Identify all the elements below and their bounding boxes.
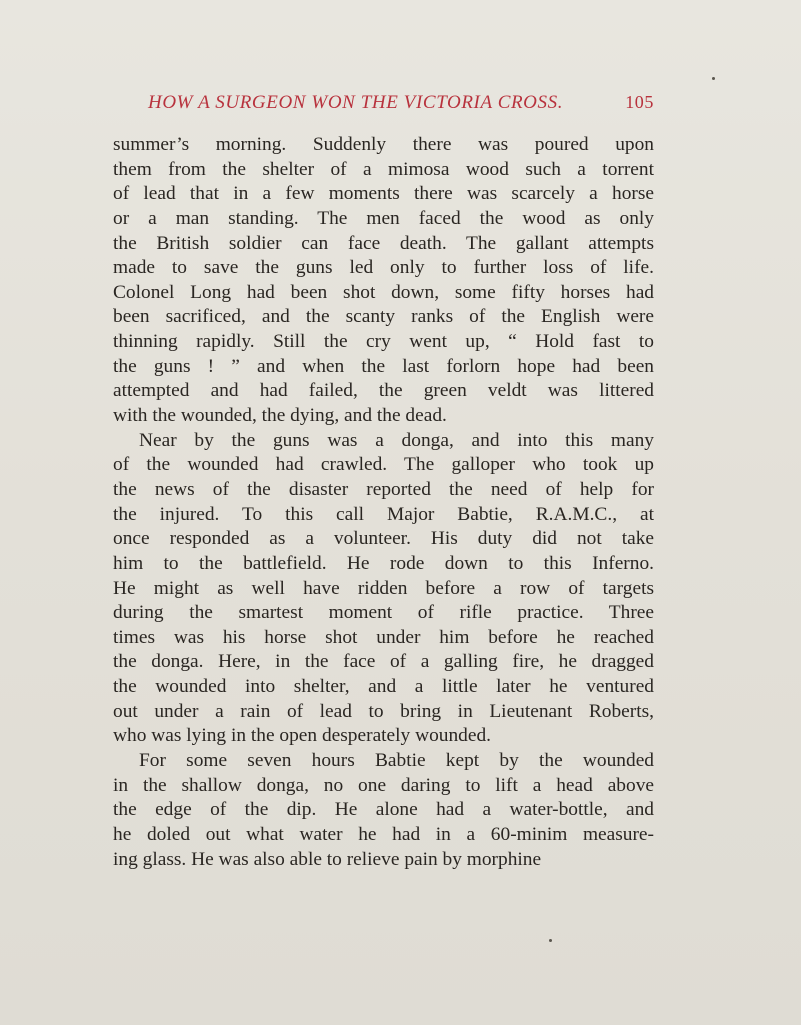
text-line: during the smartest moment of rifle practice. Three [113, 602, 654, 624]
text-line: times was his horse shot under him before he reached [113, 626, 654, 648]
text-line: who was lying in the open desperately wounded. [113, 725, 492, 747]
text-line: thinning rapidly. Still the cry went up, “ Hold fast to [113, 331, 654, 353]
text-line: with the wounded, the dying, and the dead. [113, 405, 447, 427]
text-line: been sacrificed, and the scanty ranks of the English were [113, 306, 654, 328]
text-line: the edge of the dip. He alone had a water-bottle, and [113, 799, 654, 821]
text-line: the guns ! ” and when the last forlorn hope had been [113, 355, 654, 377]
paper-speck [712, 77, 715, 80]
text-line: made to save the guns led only to further loss of life. [113, 257, 654, 279]
text-line: he doled out what water he had in a 60-minim measure- [113, 823, 654, 845]
text-line: out under a rain of lead to bring in Lieutenant Roberts, [113, 700, 654, 722]
text-line: in the shallow donga, no one daring to lift a head above [113, 774, 654, 796]
text-line: of lead that in a few moments there was scarcely a horse [113, 183, 654, 205]
text-line: or a man standing. The men faced the wood as only [113, 207, 654, 229]
page-number: 105 [625, 92, 654, 112]
text-line: them from the shelter of a mimosa wood such a torrent [113, 158, 654, 180]
text-line: For some seven hours Babtie kept by the wounded [139, 750, 654, 772]
text-line: He might as well have ridden before a row of targets [113, 577, 654, 599]
text-line: the injured. To this call Major Babtie, R.A.M.C., at [113, 503, 654, 525]
text-line: of the wounded had crawled. The galloper who took up [113, 454, 654, 476]
text-line: Colonel Long had been shot down, some fifty horses had [113, 281, 654, 303]
text-line: the British soldier can face death. The gallant attempts [113, 232, 654, 254]
text-line: the donga. Here, in the face of a galling fire, he dragged [113, 651, 654, 673]
text-line: Near by the guns was a donga, and into this many [139, 429, 654, 451]
text-line: the wounded into shelter, and a little later he ventured [113, 676, 654, 698]
text-line: him to the battlefield. He rode down to this Inferno. [113, 552, 654, 574]
text-line: the news of the disaster reported the need of help for [113, 478, 654, 500]
text-line: ing glass. He was also able to relieve pain by morphine [113, 848, 542, 870]
paper-speck [549, 939, 552, 942]
text-line: summer’s morning. Suddenly there was poured upon [113, 134, 654, 155]
text-line: attempted and had failed, the green veldt was littered [113, 380, 654, 402]
running-title: HOW A SURGEON WON THE VICTORIA CROSS. [148, 92, 564, 113]
running-head [148, 92, 654, 116]
text-line: once responded as a volunteer. His duty did not take [113, 528, 654, 550]
body-text [113, 133, 654, 872]
